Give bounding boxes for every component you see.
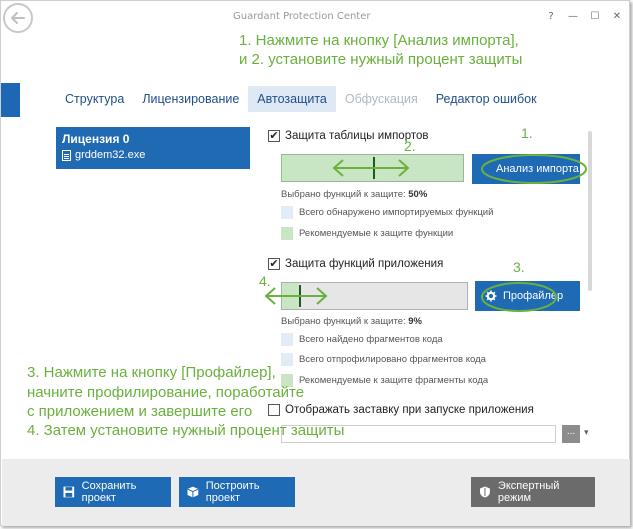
license-title: Лицензия 0 bbox=[62, 132, 130, 146]
app-selected-value: 9% bbox=[408, 316, 422, 327]
legend-swatch-green bbox=[281, 227, 293, 240]
splash-label: Отображать заставку при запуске приложения bbox=[285, 404, 534, 416]
expert-mode-button[interactable] bbox=[471, 477, 595, 507]
build-project-button[interactable] bbox=[179, 477, 295, 507]
window-title: Guardant Protection Center bbox=[233, 11, 371, 22]
annotation-num-3: 3. bbox=[513, 259, 525, 275]
app-legend-profiled: Всего отпрофилировано фрагментов кода bbox=[281, 353, 486, 366]
window-controls bbox=[545, 11, 623, 22]
expert-mode-label: Экспертный режим bbox=[497, 480, 560, 504]
save-project-label: Сохранить проект bbox=[81, 480, 137, 504]
back-button[interactable] bbox=[3, 3, 33, 33]
import-protection-checkbox[interactable]: ✔ bbox=[269, 129, 279, 142]
license-file-row bbox=[62, 149, 244, 161]
profiler-label: Профайлер bbox=[503, 290, 564, 302]
annotation-bottom-line3: с приложением и завершите его bbox=[27, 403, 253, 420]
import-legend-recommended: Рекомендуемые к защите функции bbox=[281, 227, 453, 240]
slider-drag-arrow-icon bbox=[263, 283, 329, 309]
legend-swatch-blue bbox=[281, 333, 293, 346]
arrow-left-icon bbox=[9, 9, 27, 27]
cube-icon bbox=[187, 486, 199, 498]
annotation-bottom-line4: 4. Затем установите нужный процент защиты bbox=[27, 422, 345, 439]
left-accent-bar bbox=[1, 83, 20, 117]
app-selected-text: Выбрано функций к защите: 9% bbox=[281, 316, 422, 327]
annotation-bottom-line1: 3. Нажмите на кнопку [Профайлер], bbox=[27, 364, 276, 381]
import-selected-value: 50% bbox=[408, 189, 428, 200]
import-legend-total: Всего обнаружено импортируемых функций bbox=[281, 206, 493, 219]
app-protection-checkbox[interactable]: ✔ bbox=[269, 257, 279, 270]
splash-checkbox[interactable] bbox=[268, 404, 280, 416]
app-protection-row[interactable] bbox=[268, 258, 443, 270]
import-protection-label: Защита таблицы импортов bbox=[285, 130, 429, 142]
close-button[interactable]: ✕ bbox=[612, 11, 622, 22]
build-project-label: Построить проект bbox=[205, 480, 260, 504]
legend-swatch-blue bbox=[281, 206, 293, 219]
splash-row[interactable] bbox=[268, 404, 534, 416]
license-file-name: grddem32.exe bbox=[75, 149, 146, 161]
minimize-button[interactable]: — bbox=[568, 11, 578, 22]
tab-licensing[interactable]: Лицензирование bbox=[142, 92, 240, 106]
file-icon bbox=[62, 150, 71, 161]
app-legend-recommended: Рекомендуемые к защите фрагменты кода bbox=[281, 374, 488, 387]
import-selected-text: Выбрано функций к защите: 50% bbox=[281, 189, 428, 200]
highlight-ellipse-icon bbox=[479, 280, 559, 314]
maximize-button[interactable]: ☐ bbox=[590, 11, 600, 22]
annotation-num-2: 2. bbox=[404, 138, 416, 154]
save-project-button[interactable] bbox=[55, 477, 171, 507]
tab-structure[interactable]: Структура bbox=[65, 92, 125, 106]
chevron-down-icon[interactable]: ▾ bbox=[584, 427, 589, 437]
save-icon bbox=[63, 486, 75, 498]
annotation-top-line2: и 2. установите нужный процент защиты bbox=[239, 51, 523, 68]
tab-autoprotection[interactable]: Автозащита bbox=[248, 86, 336, 112]
annotation-bottom-line2: начните профилирование, поработайте bbox=[27, 384, 305, 401]
app-protection-label: Защита функций приложения bbox=[285, 258, 444, 270]
legend-swatch-blue bbox=[281, 353, 293, 366]
annotation-num-1: 1. bbox=[521, 125, 533, 141]
app-legend-found: Всего найдено фрагментов кода bbox=[281, 333, 443, 346]
tab-error-editor[interactable]: Редактор ошибок bbox=[435, 92, 537, 106]
browse-button[interactable]: ... bbox=[562, 425, 580, 443]
tab-obfuscation: Обфускация bbox=[344, 92, 418, 106]
help-button[interactable]: ? bbox=[548, 11, 554, 22]
annotation-num-4: 4. bbox=[259, 273, 271, 289]
highlight-ellipse-icon bbox=[479, 152, 589, 186]
slider-drag-arrow-icon bbox=[331, 155, 411, 181]
shield-icon bbox=[479, 486, 491, 498]
tab-bar bbox=[56, 86, 546, 112]
import-analysis-label: Анализ импорта bbox=[496, 163, 579, 175]
annotation-top-line1: 1. Нажмите на кнопку [Анализ импорта], bbox=[239, 32, 519, 49]
license-list-item[interactable] bbox=[56, 127, 250, 169]
